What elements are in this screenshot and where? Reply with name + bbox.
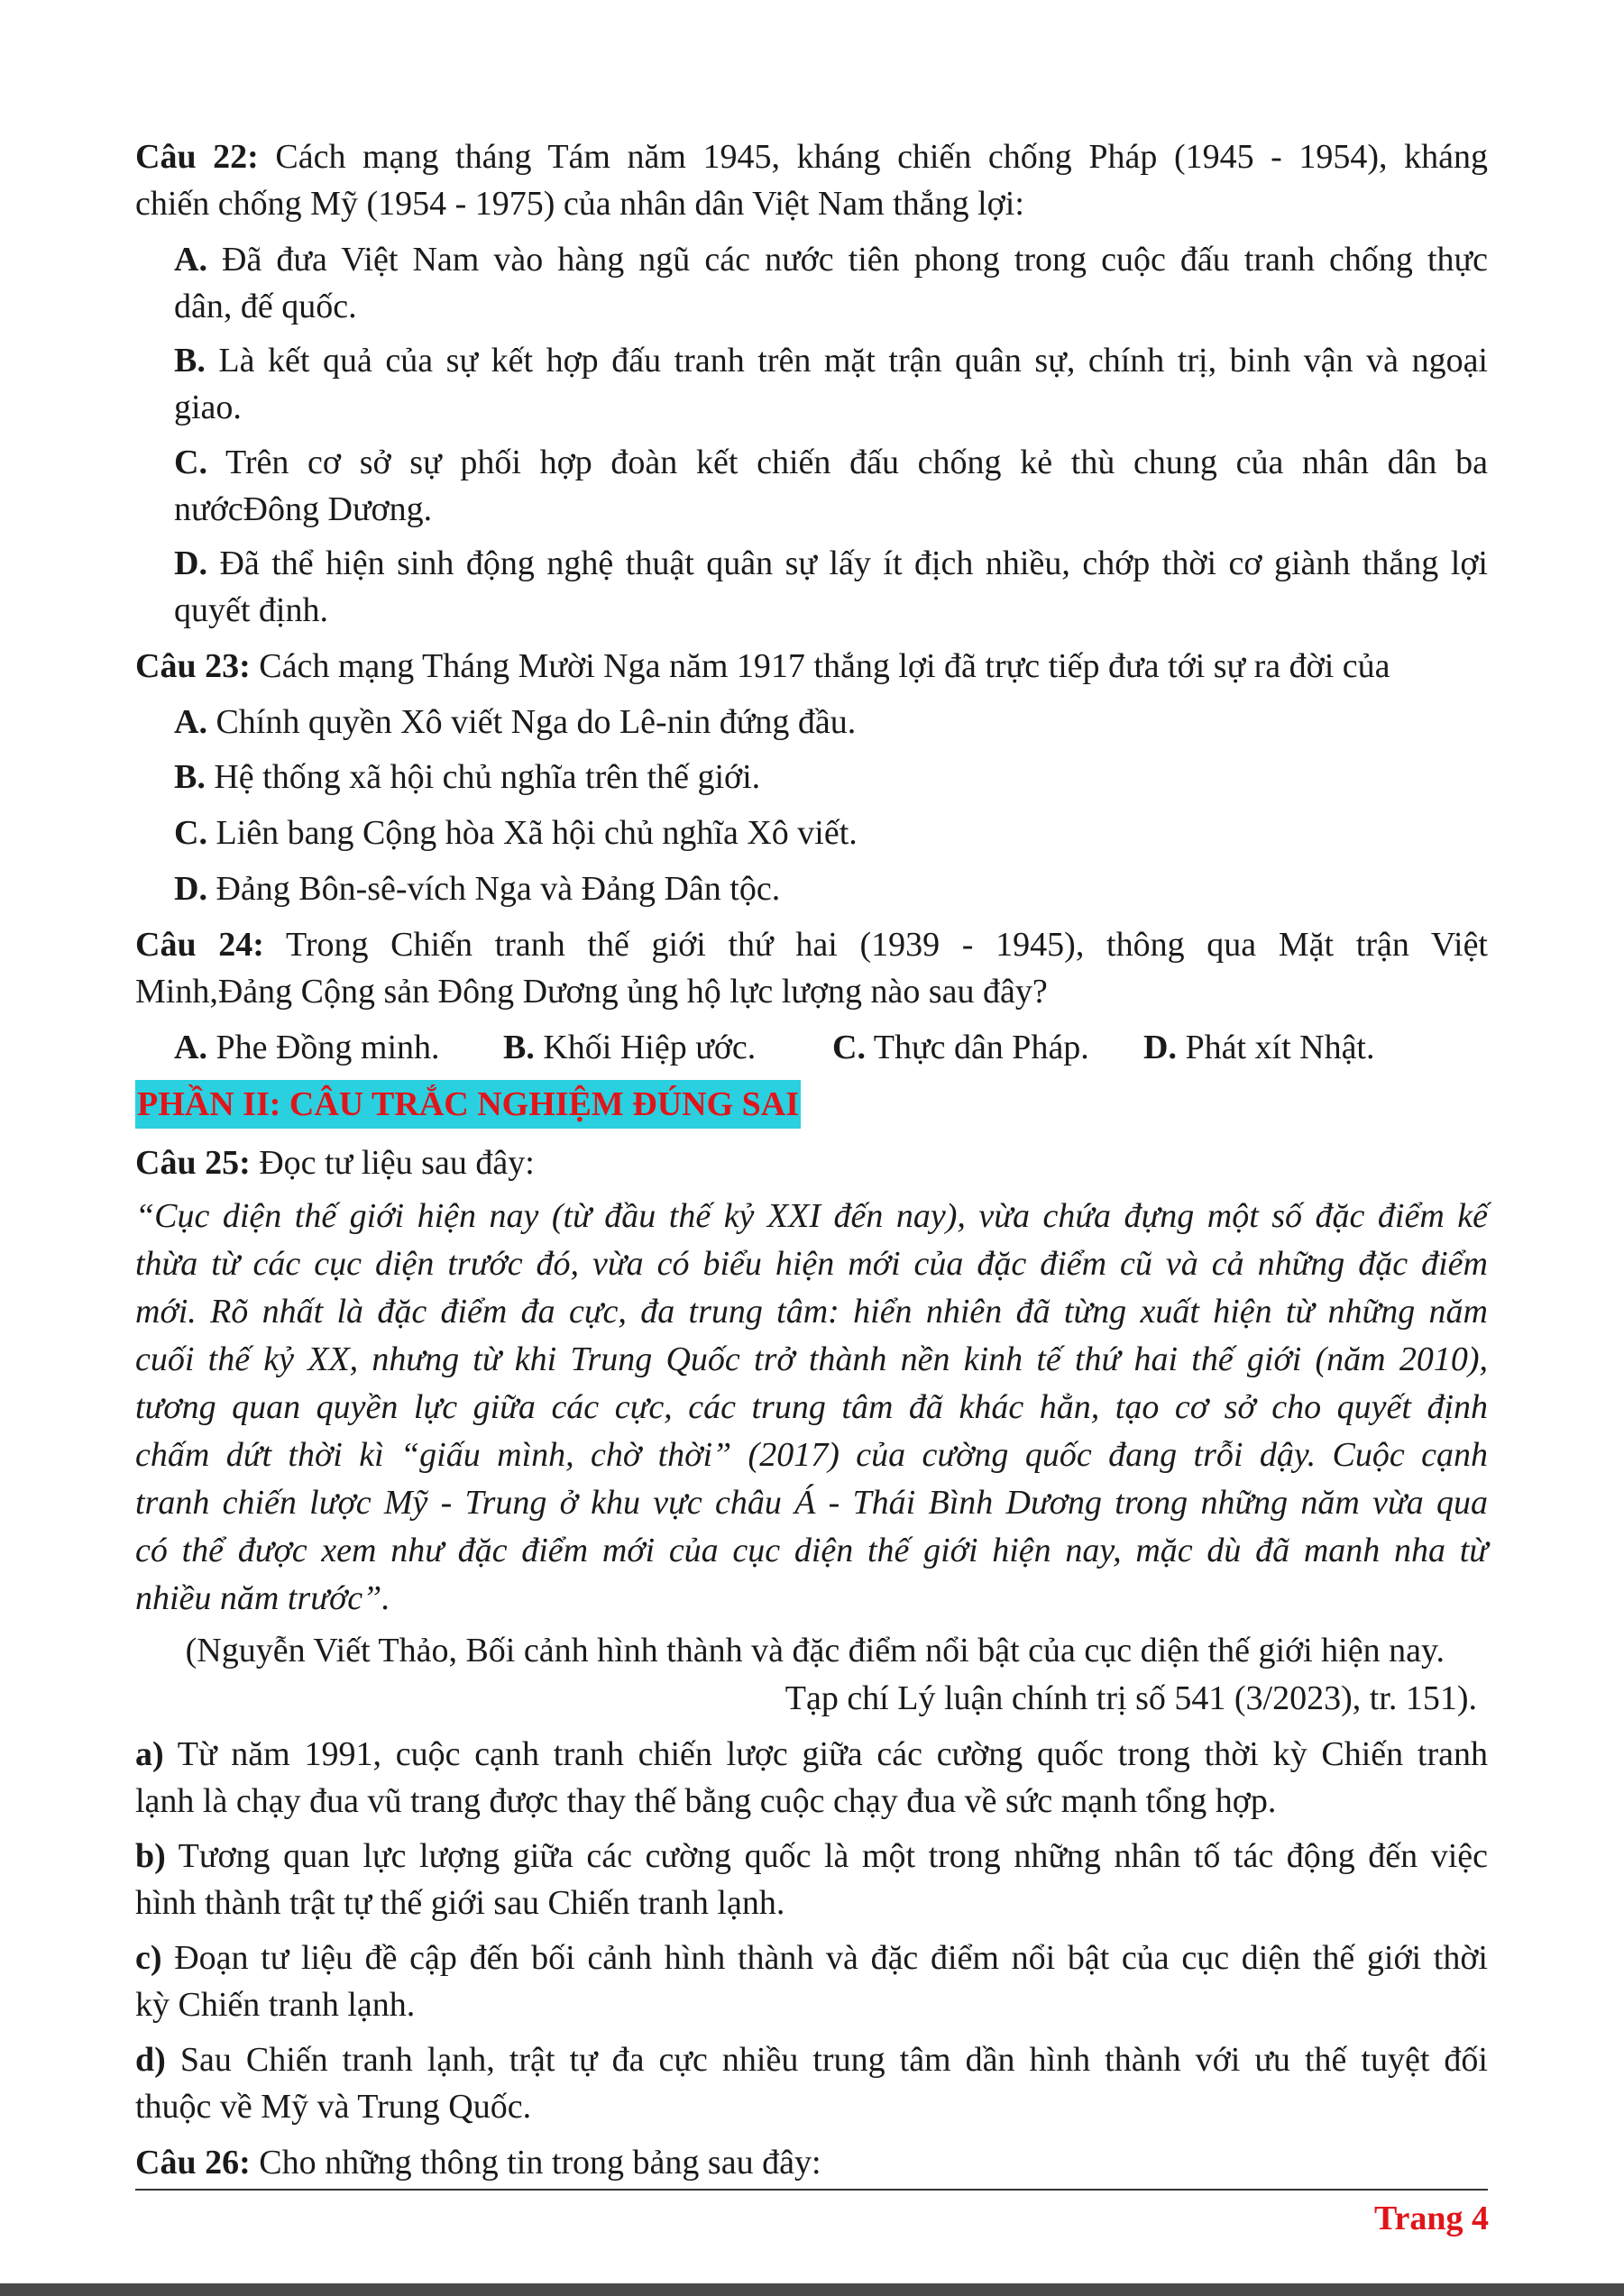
question-26 [135, 2139, 1488, 2186]
question-text: Cách mạng Tháng Mười Nga năm 1917 thắng lợi đã trực tiếp đưa tới sự ra đời của [250, 647, 1390, 685]
statement-d-line-1 [135, 2036, 1488, 2083]
option-letter: D. [1143, 1029, 1177, 1066]
option-text: Đã thể hiện sinh động nghệ thuật quân sự lấy ít địch nhiều, chớp thời cơ giành thắng lợi [206, 544, 1488, 582]
question-text: Cách mạng tháng Tám năm 1945, kháng chiến chống Pháp (1945 - 1954), kháng [258, 138, 1488, 176]
question-23 [135, 643, 1488, 690]
option-text: Thực dân Pháp. [865, 1029, 1089, 1066]
question-22-line-2: chiến chống Mỹ (1954 - 1975) của nhân dân Việt Nam thắng lợi: [135, 185, 1024, 223]
statement-letter: c) [135, 1939, 162, 1977]
statement-b-line-1 [135, 1833, 1488, 1880]
quote-line: có thể được xem như đặc điểm mới của cục diện thế giới hiện nay, mặc dù đã manh nha từ [135, 1532, 1488, 1569]
option-d-line-2: quyết định. [174, 591, 328, 629]
option-b [503, 1024, 832, 1071]
option-c-line-2: nướcĐông Dương. [174, 490, 433, 528]
question-22-line-1 [135, 133, 1488, 180]
question-text: Trong Chiến tranh thế giới thứ hai (1939 - 1945), thông qua Mặt trận Việt [263, 926, 1488, 964]
option-letter: B. [174, 342, 206, 380]
option-letter: D. [174, 544, 207, 582]
statement-text: Sau Chiến tranh lạnh, trật tự đa cực nhiều trung tâm dần hình thành với ưu thế tuyệt đối [165, 2041, 1488, 2079]
option-c-line-1 [174, 439, 1488, 486]
question-label: Câu 24: [135, 926, 264, 964]
option-c [174, 810, 1488, 856]
option-text: Khối Hiệp ước. [534, 1029, 757, 1066]
question-label: Câu 26: [135, 2144, 251, 2182]
option-text: Trên cơ sở sự phối hợp đoàn kết chiến đấu chống kẻ thù chung của nhân dân ba [206, 444, 1488, 481]
option-a [174, 699, 1488, 746]
option-letter: B. [174, 758, 206, 796]
option-c [832, 1024, 1143, 1071]
option-text: Đảng Bôn-sê-vích Nga và Đảng Dân tộc. [206, 870, 781, 908]
section-heading: PHẦN II: CÂU TRẮC NGHIỆM ĐÚNG SAI [135, 1080, 801, 1129]
bottom-edge-bar [0, 2283, 1624, 2296]
option-b [174, 754, 1488, 800]
page-number: Trang 4 [1373, 2200, 1489, 2237]
source-citation-line-2: Tạp chí Lý luận chính trị số 541 (3/2023), tr. 151). [784, 1679, 1477, 1717]
option-letter: A. [174, 1029, 207, 1066]
option-text: Là kết quả của sự kết hợp đấu tranh trên mặt trận quân sự, chính trị, binh vận và ngoại [205, 342, 1488, 380]
option-letter: D. [174, 870, 207, 908]
statement-c-line-2: kỳ Chiến tranh lạnh. [135, 1986, 416, 2024]
quote-line: tương quan quyền lực giữa các cực, các trung tâm đã khác hẳn, tạo cơ sở cho quyết định [135, 1388, 1488, 1426]
statement-a-line-1 [135, 1731, 1488, 1778]
statement-text: Tương quan lực lượng giữa các cường quốc là một trong những nhân tố tác động đến việc [165, 1837, 1488, 1875]
option-letter: A. [174, 703, 207, 741]
option-d-line-1 [174, 540, 1488, 587]
option-a [174, 1024, 503, 1071]
footer-divider [135, 2189, 1488, 2191]
quote-line: nhiều năm trước”. [135, 1579, 390, 1617]
option-d [174, 865, 1488, 912]
question-label: Câu 22: [135, 138, 259, 176]
question-text: Đọc tư liệu sau đây: [250, 1144, 535, 1182]
quote-line: “Cục diện thế giới hiện nay (từ đầu thế kỷ XXI đến nay), vừa chứa đựng một số đặc điểm kế [135, 1197, 1488, 1235]
source-citation-line-1: (Nguyễn Viết Thảo, Bối cảnh hình thành và đặc điểm nổi bật của cục diện thế giới hiện nay. [185, 1632, 1445, 1669]
quote-line: cuối thế kỷ XX, nhưng từ khi Trung Quốc trở thành nền kinh tế thứ hai thế giới (năm 2010), [135, 1340, 1488, 1378]
question-25 [135, 1139, 1488, 1186]
option-letter: B. [503, 1029, 535, 1066]
question-text: Cho những thông tin trong bảng sau đây: [250, 2144, 821, 2182]
option-text: Liên bang Cộng hòa Xã hội chủ nghĩa Xô viết. [206, 814, 858, 852]
statement-a-line-2: lạnh là chạy đua vũ trang được thay thế bằng cuộc chạy đua về sức mạnh tổng hợp. [135, 1782, 1277, 1820]
option-text: Phát xít Nhật. [1176, 1029, 1375, 1066]
option-text: Đã đưa Việt Nam vào hàng ngũ các nước tiên phong trong cuộc đấu tranh chống thực [206, 241, 1488, 279]
option-text: Hệ thống xã hội chủ nghĩa trên thế giới. [205, 758, 761, 796]
quote-line: chấm dứt thời kì “giấu mình, chờ thời” (2017) của cường quốc đang trỗi dậy. Cuộc cạnh [135, 1436, 1488, 1474]
option-text: Chính quyền Xô viết Nga do Lê-nin đứng đầu. [206, 703, 857, 741]
option-a-line-1 [174, 236, 1488, 283]
statement-letter: b) [135, 1837, 166, 1875]
question-label: Câu 25: [135, 1144, 251, 1182]
statement-letter: d) [135, 2041, 166, 2079]
option-letter: C. [174, 444, 207, 481]
statement-text: Đoạn tư liệu đề cập đến bối cảnh hình thành và đặc điểm nổi bật của cục diện thế giới thời [161, 1939, 1488, 1977]
statement-b-line-2: hình thành trật tự thế giới sau Chiến tranh lạnh. [135, 1884, 785, 1922]
quote-line: tranh chiến lược Mỹ - Trung ở khu vực châu Á - Thái Bình Dương trong những năm vừa qua [135, 1484, 1488, 1522]
option-b-line-2: giao. [174, 389, 242, 426]
quote-line: thừa từ các cục diện trước đó, vừa có biểu hiện mới của đặc điểm cũ và cả những đặc điểm [135, 1245, 1488, 1283]
option-text: Phe Đồng minh. [206, 1029, 440, 1066]
option-a-line-2: dân, đế quốc. [174, 288, 357, 325]
option-d [1143, 1024, 1375, 1071]
statement-text: Từ năm 1991, cuộc cạnh tranh chiến lược giữa các cường quốc trong thời kỳ Chiến tranh [163, 1735, 1488, 1773]
option-letter: C. [832, 1029, 866, 1066]
statement-d-line-2: thuộc về Mỹ và Trung Quốc. [135, 2088, 532, 2126]
option-letter: A. [174, 241, 207, 279]
question-24-options [174, 1024, 1488, 1071]
option-b-line-1 [174, 337, 1488, 384]
question-24-line-2: Minh,Đảng Cộng sản Đông Dương ủng hộ lực lượng nào sau đây? [135, 973, 1048, 1011]
option-letter: C. [174, 814, 207, 852]
statement-c-line-1 [135, 1935, 1488, 1981]
quote-line: mới. Rõ nhất là đặc điểm đa cực, đa trung tâm: hiển nhiên đã từng xuất hiện từ những năm [135, 1293, 1488, 1331]
statement-letter: a) [135, 1735, 164, 1773]
question-label: Câu 23: [135, 647, 251, 685]
question-24-line-1 [135, 921, 1488, 968]
